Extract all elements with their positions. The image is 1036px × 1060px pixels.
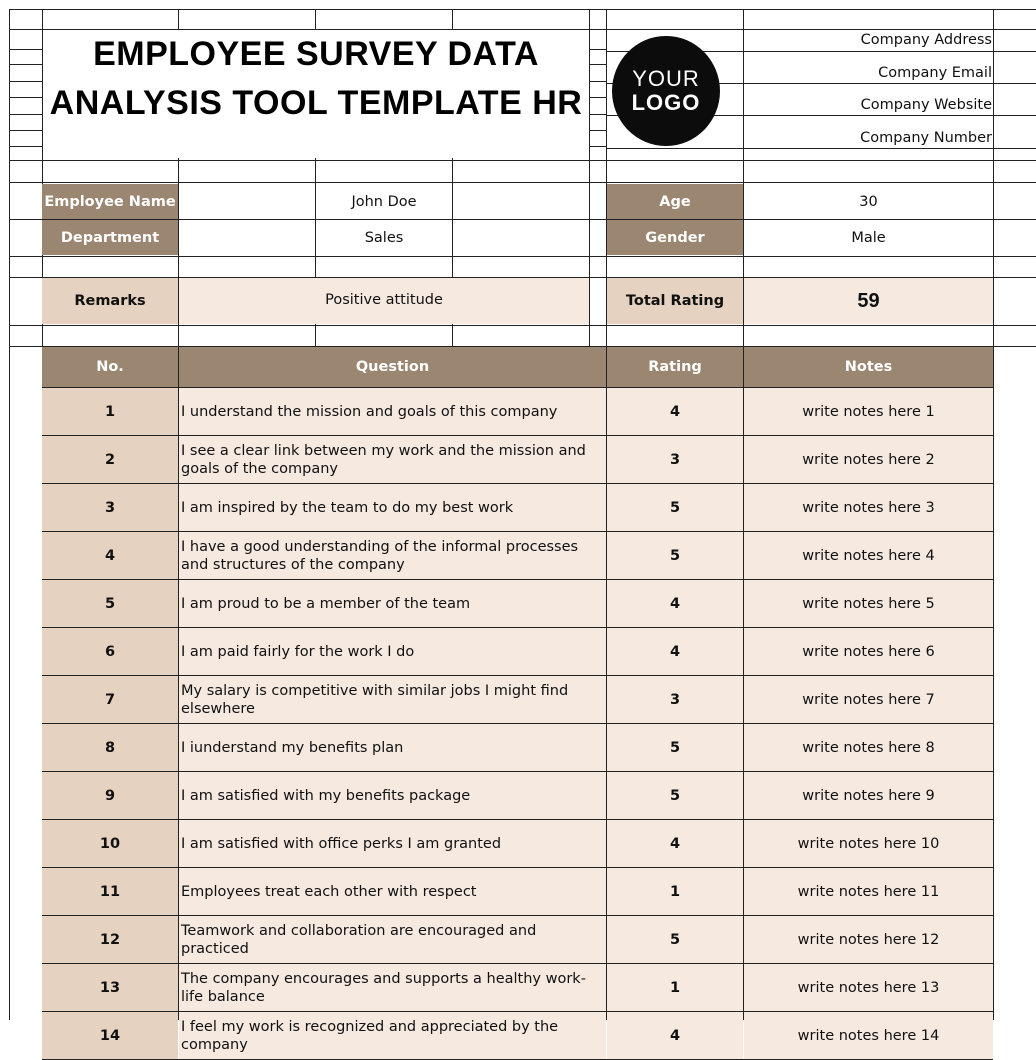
employee-name-label: Employee Name	[42, 184, 178, 219]
row-number: 6	[42, 628, 178, 675]
grid-v-line	[9, 9, 10, 1020]
row-number: 8	[42, 724, 178, 771]
grid-h-line	[9, 130, 42, 131]
notes-value[interactable]: write notes here 6	[744, 628, 993, 675]
grid-h-line	[589, 146, 607, 147]
notes-value[interactable]: write notes here 1	[744, 388, 993, 435]
logo	[612, 36, 720, 146]
grid-v-line	[993, 9, 994, 1020]
question-text: Teamwork and collaboration are encouraged and practiced	[179, 916, 606, 963]
grid-h-line	[9, 49, 42, 50]
grid-h-line	[9, 256, 1036, 257]
header-no: No.	[42, 347, 178, 387]
rating-value[interactable]: 5	[607, 724, 743, 771]
total-rating-value[interactable]: 59	[744, 278, 993, 324]
remarks-value[interactable]: Positive attitude	[179, 278, 589, 324]
grid-h-line	[589, 64, 607, 65]
rating-value[interactable]: 4	[607, 580, 743, 627]
question-text: I understand the mission and goals of this company	[179, 388, 606, 435]
grid-h-line	[9, 9, 1036, 10]
notes-value[interactable]: write notes here 7	[744, 676, 993, 723]
row-divider	[42, 915, 993, 916]
age-label: Age	[607, 184, 743, 219]
rating-value[interactable]: 4	[607, 628, 743, 675]
company-email[interactable]: Company Email	[878, 65, 992, 81]
notes-value[interactable]: write notes here 12	[744, 916, 993, 963]
row-divider	[42, 723, 993, 724]
question-text: I am satisfied with office perks I am granted	[179, 820, 606, 867]
row-divider	[42, 531, 993, 532]
row-number: 3	[42, 484, 178, 531]
rating-value[interactable]: 5	[607, 772, 743, 819]
row-number: 14	[42, 1012, 178, 1059]
department-label: Department	[42, 220, 178, 255]
row-divider	[42, 819, 993, 820]
question-text: I am paid fairly for the work I do	[179, 628, 606, 675]
grid-h-line	[9, 182, 1036, 183]
rating-value[interactable]: 1	[607, 868, 743, 915]
question-text: Employees treat each other with respect	[179, 868, 606, 915]
rating-value[interactable]: 3	[607, 676, 743, 723]
question-text: I am inspired by the team to do my best work	[179, 484, 606, 531]
row-divider	[42, 627, 993, 628]
grid-h-line	[9, 114, 42, 115]
notes-value[interactable]: write notes here 11	[744, 868, 993, 915]
company-website[interactable]: Company Website	[860, 97, 992, 113]
notes-value[interactable]: write notes here 8	[744, 724, 993, 771]
header-notes: Notes	[744, 347, 993, 387]
notes-value[interactable]: write notes here 10	[744, 820, 993, 867]
notes-value[interactable]: write notes here 4	[744, 532, 993, 579]
grid-h-line	[9, 146, 42, 147]
grid-h-line	[9, 97, 42, 98]
question-text: My salary is competitive with similar jobs I might find elsewhere	[179, 676, 606, 723]
gender-label: Gender	[607, 220, 743, 255]
row-number: 10	[42, 820, 178, 867]
rating-value[interactable]: 3	[607, 436, 743, 483]
department-value[interactable]: Sales	[364, 229, 404, 246]
header-question: Question	[179, 347, 606, 387]
row-number: 11	[42, 868, 178, 915]
row-number: 1	[42, 388, 178, 435]
row-divider	[42, 483, 993, 484]
grid-h-line	[9, 64, 42, 65]
logo-line1: YOUR	[632, 66, 700, 91]
question-text: I iunderstand my benefits plan	[179, 724, 606, 771]
company-address[interactable]: Company Address	[860, 32, 992, 48]
row-divider	[42, 675, 993, 676]
question-text: I have a good understanding of the informal processes and structures of the company	[179, 532, 606, 579]
rating-value[interactable]: 5	[607, 532, 743, 579]
company-number[interactable]: Company Number	[860, 130, 992, 146]
row-divider	[42, 579, 993, 580]
question-text: I feel my work is recognized and appreciated by the company	[179, 1012, 606, 1059]
question-text: I am satisfied with my benefits package	[179, 772, 606, 819]
row-divider	[42, 1011, 993, 1012]
row-number: 13	[42, 964, 178, 1011]
row-divider	[42, 435, 993, 436]
question-text: I am proud to be a member of the team	[179, 580, 606, 627]
grid-h-line	[589, 130, 607, 131]
employee-name-value[interactable]: John Doe	[351, 193, 417, 210]
rating-value[interactable]: 4	[607, 388, 743, 435]
grid-h-line	[589, 81, 607, 82]
notes-value[interactable]: write notes here 14	[744, 1012, 993, 1059]
row-number: 7	[42, 676, 178, 723]
row-number: 5	[42, 580, 178, 627]
row-number: 9	[42, 772, 178, 819]
rating-value[interactable]: 4	[607, 820, 743, 867]
header-rating: Rating	[607, 347, 743, 387]
question-text: The company encourages and supports a healthy work-life balance	[179, 964, 606, 1011]
row-divider	[42, 771, 993, 772]
grid-h-line	[9, 160, 1036, 161]
notes-value[interactable]: write notes here 2	[744, 436, 993, 483]
grid-h-line	[607, 148, 1036, 149]
row-divider	[42, 867, 993, 868]
row-divider	[42, 963, 993, 964]
age-value[interactable]: 30	[859, 193, 878, 210]
rating-value[interactable]: 4	[607, 1012, 743, 1059]
notes-value[interactable]: write notes here 9	[744, 772, 993, 819]
rating-value[interactable]: 1	[607, 964, 743, 1011]
row-divider	[42, 387, 993, 388]
page-title: EMPLOYEE SURVEY DATA ANALYSIS TOOL TEMPLATE HR	[44, 30, 588, 158]
grid-h-line	[589, 114, 607, 115]
logo-line2: LOGO	[631, 90, 701, 115]
total-rating-label: Total Rating	[607, 278, 743, 324]
row-number: 4	[42, 532, 178, 579]
notes-value[interactable]: write notes here 3	[744, 484, 993, 531]
notes-value[interactable]: write notes here 5	[744, 580, 993, 627]
grid-h-line	[9, 325, 1036, 326]
grid-h-line	[9, 81, 42, 82]
question-text: I see a clear link between my work and the mission and goals of the company	[179, 436, 606, 483]
row-number: 12	[42, 916, 178, 963]
remarks-label: Remarks	[42, 278, 178, 324]
rating-value[interactable]: 5	[607, 484, 743, 531]
notes-value[interactable]: write notes here 13	[744, 964, 993, 1011]
grid-h-line	[589, 97, 607, 98]
grid-h-line	[589, 49, 607, 50]
row-number: 2	[42, 436, 178, 483]
rating-value[interactable]: 5	[607, 916, 743, 963]
gender-value[interactable]: Male	[851, 229, 886, 246]
